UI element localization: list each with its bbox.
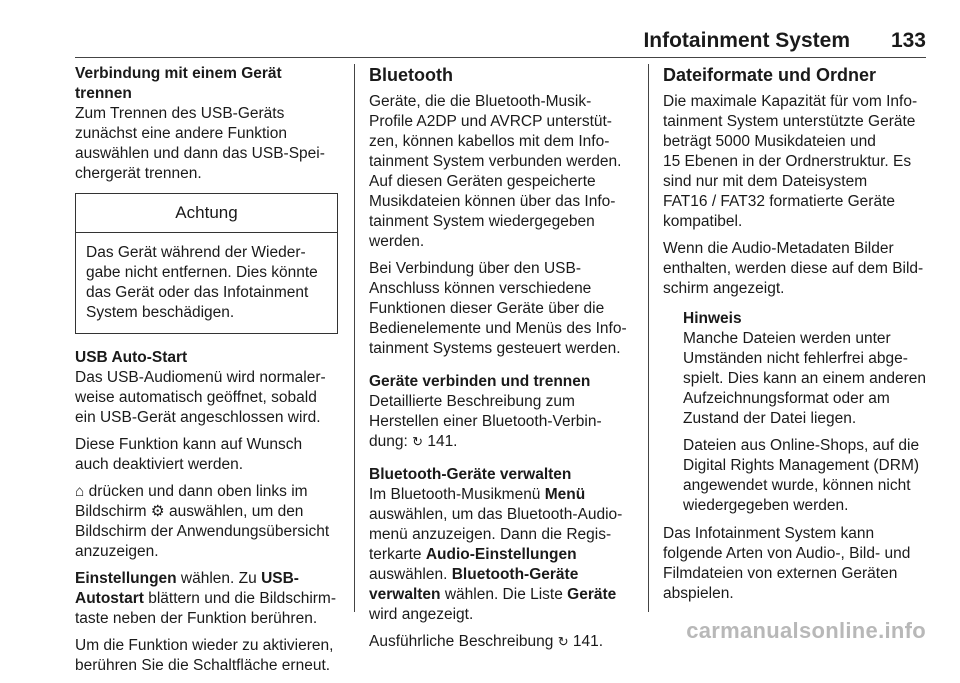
text-line: taste neben der Funktion berühren. bbox=[75, 610, 318, 627]
text-line: Zum Trennen des USB-Geräts bbox=[75, 105, 285, 122]
text-line: Das USB-Audiomenü wird normaler- bbox=[75, 369, 326, 386]
bold-term: Geräte bbox=[567, 586, 617, 603]
page-reference-icon: ↻ bbox=[412, 434, 424, 449]
paragraph-formats-2 bbox=[663, 239, 928, 299]
header-rule bbox=[75, 57, 926, 58]
text-line bbox=[75, 482, 338, 502]
text-fragment: auswählen, um den bbox=[164, 503, 304, 520]
column-1 bbox=[75, 64, 338, 683]
paragraph-formats-3 bbox=[663, 524, 928, 604]
text-line: beträgt 5000 Musikdateien und bbox=[663, 133, 876, 150]
paragraph-autostart-1 bbox=[75, 368, 338, 428]
text-line: Zustand der Datei liegen. bbox=[683, 410, 857, 427]
hint-paragraph-2 bbox=[683, 436, 928, 516]
text-line: Herstellen einer Bluetooth-Verbin- bbox=[369, 413, 602, 430]
page-reference: 141. bbox=[568, 633, 604, 650]
text-line: Bei Verbindung über den USB- bbox=[369, 260, 581, 277]
text-line bbox=[369, 432, 635, 452]
caution-box bbox=[75, 193, 338, 334]
text-fragment: Ausführliche Beschreibung bbox=[369, 633, 558, 650]
text-line bbox=[369, 565, 635, 585]
text-fragment: drücken und dann oben links im bbox=[84, 483, 308, 500]
caution-title: Achtung bbox=[76, 194, 337, 233]
text-line: zen, können kabellos mit dem Info- bbox=[369, 133, 610, 150]
text-line: folgende Arten von Audio-, Bild- und bbox=[663, 545, 911, 562]
section-manage-devices bbox=[369, 465, 635, 652]
bold-term: Bluetooth-Geräte bbox=[451, 566, 579, 583]
text-line: tainment System verbunden werden. bbox=[369, 153, 622, 170]
section-heading-bluetooth: Bluetooth bbox=[369, 65, 453, 85]
paragraph-autostart-3 bbox=[75, 482, 338, 562]
hint-box bbox=[683, 309, 928, 516]
paragraph-connect bbox=[369, 392, 635, 452]
text-line: Das Infotainment System kann bbox=[663, 525, 875, 542]
page-number: 133 bbox=[890, 29, 926, 52]
section-heading-disconnect: Verbindung mit einem Gerät trennen bbox=[75, 65, 282, 102]
text-line: System beschädigen. bbox=[86, 304, 235, 321]
paragraph-formats-1 bbox=[663, 92, 928, 232]
text-line: das Gerät oder das Infotainment bbox=[86, 284, 309, 301]
text-line: Die maximale Kapazität für vom Info- bbox=[663, 93, 918, 110]
text-line: Digital Rights Management (DRM) bbox=[683, 457, 920, 474]
text-line bbox=[75, 502, 338, 522]
paragraph-bluetooth-2 bbox=[369, 259, 635, 359]
text-line: Geräte, die die Bluetooth-Musik- bbox=[369, 93, 592, 110]
text-line: anzuzeigen. bbox=[75, 543, 159, 560]
hint-paragraph-1 bbox=[683, 329, 928, 429]
paragraph-autostart-5 bbox=[75, 636, 338, 676]
text-line: enthalten, werden diese auf dem Bild- bbox=[663, 260, 924, 277]
text-line: Um die Funktion wieder zu aktivieren, bbox=[75, 637, 334, 654]
text-line: tainment System wiedergegeben bbox=[369, 213, 595, 230]
text-line: Manche Dateien werden unter bbox=[683, 330, 891, 347]
text-line: Diese Funktion kann auf Wunsch bbox=[75, 436, 303, 453]
text-fragment: terkarte bbox=[369, 546, 426, 563]
bold-term: USB- bbox=[261, 570, 299, 587]
paragraph-manage-ref bbox=[369, 632, 635, 652]
section-heading-manage: Bluetooth-Geräte verwalten bbox=[369, 466, 572, 483]
paragraph-manage bbox=[369, 485, 635, 625]
section-heading-usb-autostart: USB Auto-Start bbox=[75, 349, 188, 366]
paragraph-autostart-4 bbox=[75, 569, 338, 629]
text-line: gabe nicht entfernen. Dies könnte bbox=[86, 264, 318, 281]
watermark: carmanualsonline.info bbox=[686, 618, 926, 643]
text-line: 15 Ebenen in der Ordnerstruktur. Es bbox=[663, 153, 912, 170]
text-line: kompatibel. bbox=[663, 213, 743, 230]
text-line: weise automatisch geöffnet, sobald bbox=[75, 389, 317, 406]
text-fragment: auswählen. bbox=[369, 566, 452, 583]
text-fragment: dung: bbox=[369, 433, 413, 450]
column-2 bbox=[369, 64, 635, 659]
text-line: auch deaktiviert werden. bbox=[75, 456, 244, 473]
column-divider-1 bbox=[354, 64, 355, 612]
text-line: Anschluss können verschiedene bbox=[369, 280, 592, 297]
text-line: auswählen, um das Bluetooth-Audio- bbox=[369, 506, 623, 523]
paragraph-disconnect bbox=[75, 104, 338, 184]
text-line bbox=[75, 589, 338, 609]
text-line: FAT16 / FAT32 formatierte Geräte bbox=[663, 193, 896, 210]
text-fragment: wählen. Die Liste bbox=[440, 586, 568, 603]
text-line: spielt. Dies kann an einem anderen bbox=[683, 370, 926, 387]
text-line bbox=[369, 632, 635, 652]
text-line: Bildschirm der Anwendungsübersicht bbox=[75, 523, 330, 540]
settings-icon: ⚙ bbox=[150, 503, 165, 520]
text-line: Musikdateien können über das Info- bbox=[369, 193, 616, 210]
text-line: berühren Sie die Schaltfläche erneut. bbox=[75, 657, 331, 674]
text-line bbox=[369, 485, 635, 505]
text-line bbox=[369, 585, 635, 605]
text-line: Profile A2DP und AVRCP unterstüt- bbox=[369, 113, 612, 130]
paragraph-bluetooth-1 bbox=[369, 92, 635, 252]
text-line: angewendet wurde, können nicht bbox=[683, 477, 911, 494]
text-line: Filmdateien von externen Geräten bbox=[663, 565, 898, 582]
text-fragment: wählen. Zu bbox=[176, 570, 262, 587]
text-line bbox=[369, 545, 635, 565]
page-reference: 141. bbox=[423, 433, 458, 450]
text-line: zunächst eine andere Funktion bbox=[75, 125, 287, 142]
text-line: tainment Systems gesteuert werden. bbox=[369, 340, 621, 357]
page-title: Infotainment System bbox=[643, 29, 850, 52]
text-line: werden. bbox=[369, 233, 425, 250]
section-heading-connect: Geräte verbinden und trennen bbox=[369, 373, 591, 390]
text-line: Das Gerät während der Wieder- bbox=[86, 244, 306, 261]
text-line: wiedergegeben werden. bbox=[683, 497, 849, 514]
text-fragment: blättern und die Bildschirm- bbox=[143, 590, 337, 607]
text-line: Wenn die Audio-Metadaten Bilder bbox=[663, 240, 894, 257]
home-icon: ⌂ bbox=[75, 483, 85, 500]
section-heading-file-formats: Dateiformate und Ordner bbox=[663, 65, 877, 85]
text-line: sind nur mit dem Dateisystem bbox=[663, 173, 868, 190]
bold-term: verwalten bbox=[369, 586, 441, 603]
bold-term: Audio-Einstellungen bbox=[425, 546, 577, 563]
hint-title: Hinweis bbox=[683, 310, 742, 327]
text-fragment: Bildschirm bbox=[75, 503, 151, 520]
column-divider-2 bbox=[648, 64, 649, 612]
text-line: tainment System unterstützte Geräte bbox=[663, 113, 916, 130]
text-line: Bedienelemente und Menüs des Info- bbox=[369, 320, 627, 337]
page-reference-icon: ↻ bbox=[557, 634, 569, 649]
bold-term: Autostart bbox=[75, 590, 144, 607]
page-header bbox=[0, 0, 960, 54]
text-line: Auf diesen Geräten gespeicherte bbox=[369, 173, 596, 190]
text-line bbox=[75, 569, 338, 589]
section-connect-devices bbox=[369, 372, 635, 452]
column-3 bbox=[663, 64, 928, 611]
text-line: Umständen nicht fehlerfrei abge- bbox=[683, 350, 908, 367]
text-line: chergerät trennen. bbox=[75, 165, 202, 182]
paragraph-autostart-2 bbox=[75, 435, 338, 475]
text-fragment: Im Bluetooth-Musikmenü bbox=[369, 486, 545, 503]
text-line: Aufzeichnungsformat oder am bbox=[683, 390, 890, 407]
text-line: wird angezeigt. bbox=[369, 606, 474, 623]
text-line: abspielen. bbox=[663, 585, 734, 602]
text-line: menü anzuzeigen. Dann die Regis- bbox=[369, 526, 612, 543]
text-line: Funktionen dieser Geräte über die bbox=[369, 300, 605, 317]
text-line: Dateien aus Online-Shops, auf die bbox=[683, 437, 920, 454]
bold-term: Menü bbox=[544, 486, 586, 503]
text-line: ein USB-Gerät angeschlossen wird. bbox=[75, 409, 321, 426]
text-line: auswählen und dann das USB-Spei- bbox=[75, 145, 325, 162]
text-line: schirm angezeigt. bbox=[663, 280, 785, 297]
caution-body bbox=[76, 233, 337, 333]
text-line: Detaillierte Beschreibung zum bbox=[369, 393, 575, 410]
bold-term: Einstellungen bbox=[75, 570, 177, 587]
